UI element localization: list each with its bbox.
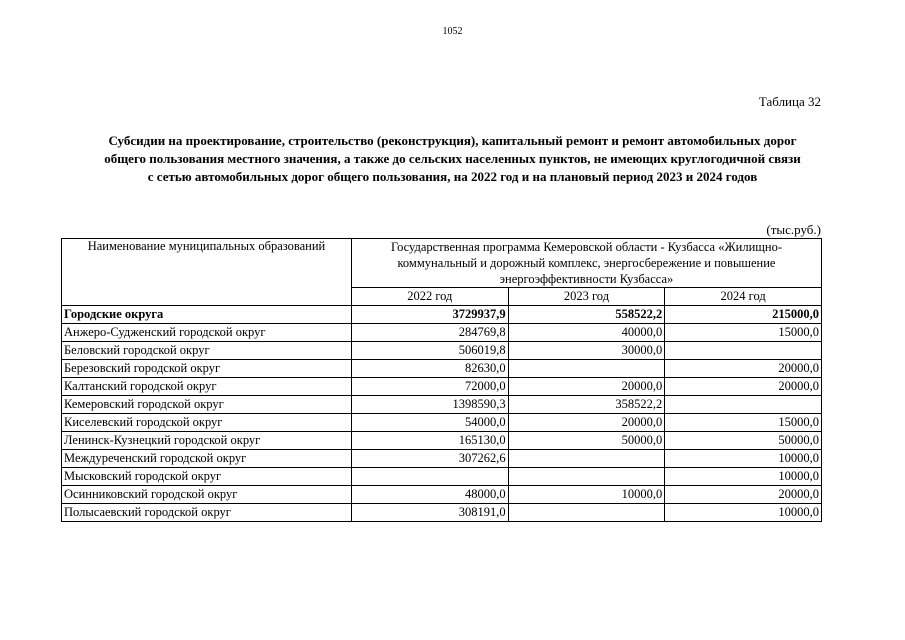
header-year-2023: 2023 год [508,288,665,306]
cell-name: Полысаевский городской округ [62,504,352,522]
cell-2022: 165130,0 [351,432,508,450]
cell-2022: 72000,0 [351,378,508,396]
cell-2023 [508,360,665,378]
table-row [62,324,822,342]
cell-2023 [508,504,665,522]
cell-2022: 3729937,9 [351,306,508,324]
header-name-column: Наименование муниципальных образований [62,239,352,306]
cell-2023: 40000,0 [508,324,665,342]
table-row [62,504,822,522]
cell-2023: 20000,0 [508,378,665,396]
cell-2022: 54000,0 [351,414,508,432]
table-row [62,378,822,396]
cell-2022: 284769,8 [351,324,508,342]
cell-name: Калтанский городской округ [62,378,352,396]
table-number: Таблица 32 [758,94,821,109]
table-row [62,342,822,360]
cell-2022: 506019,8 [351,342,508,360]
cell-name: Кемеровский городской округ [62,396,352,414]
cell-name: Березовский городской округ [62,360,352,378]
table-row [62,414,822,432]
cell-2022 [351,468,508,486]
cell-2024: 20000,0 [665,486,822,504]
title-line: с сетью автомобильных дорог общего пользования, на 2022 год и на плановый период 2023 и 2024 годов [147,169,758,184]
cell-name: Беловский городской округ [62,342,352,360]
table-row [62,468,822,486]
units-label: (тыс.руб.) [766,222,821,237]
cell-2023: 30000,0 [508,342,665,360]
cell-2024: 20000,0 [665,378,822,396]
cell-2024: 20000,0 [665,360,822,378]
cell-2023: 50000,0 [508,432,665,450]
cell-name: Осинниковский городской округ [62,486,352,504]
cell-2024: 15000,0 [665,414,822,432]
cell-name: Мысковский городской округ [62,468,352,486]
title-line: Субсидии на проектирование, строительство (реконструкция), капитальный ремонт и ремонт автомобильных дорог [108,133,797,148]
table-row [62,486,822,504]
subsidies-table [61,238,822,522]
cell-2023: 10000,0 [508,486,665,504]
table-body [62,306,822,522]
cell-2023 [508,468,665,486]
cell-2022: 308191,0 [351,504,508,522]
cell-2024 [665,342,822,360]
cell-2022: 307262,6 [351,450,508,468]
cell-2022: 82630,0 [351,360,508,378]
cell-2023: 358522,2 [508,396,665,414]
table-row [62,432,822,450]
cell-2024: 15000,0 [665,324,822,342]
cell-2024: 10000,0 [665,468,822,486]
document-title [60,132,845,186]
table-row-total [62,306,822,324]
table-row [62,396,822,414]
cell-2024: 50000,0 [665,432,822,450]
cell-2024: 215000,0 [665,306,822,324]
cell-2022: 48000,0 [351,486,508,504]
cell-name: Анжеро-Судженский городской округ [62,324,352,342]
cell-2024: 10000,0 [665,450,822,468]
table-row [62,360,822,378]
cell-2024: 10000,0 [665,504,822,522]
header-program: Государственная программа Кемеровской области - Кузбасса «Жилищно-коммунальный и дорожный комплекс, энергосбережение и повышение энергоэффективности Кузбасса» [351,239,821,288]
header-year-2024: 2024 год [665,288,822,306]
cell-2023: 558522,2 [508,306,665,324]
header-year-2022: 2022 год [351,288,508,306]
cell-name: Городские округа [62,306,352,324]
cell-2024 [665,396,822,414]
cell-2022: 1398590,3 [351,396,508,414]
page-number: 1052 [442,26,463,37]
title-line: общего пользования местного значения, а также до сельских населенных пунктов, не имеющих круглогодичной связи [104,151,801,166]
cell-name: Междуреченский городской округ [62,450,352,468]
cell-name: Киселевский городской округ [62,414,352,432]
cell-2023: 20000,0 [508,414,665,432]
table-row [62,450,822,468]
cell-name: Ленинск-Кузнецкий городской округ [62,432,352,450]
cell-2023 [508,450,665,468]
